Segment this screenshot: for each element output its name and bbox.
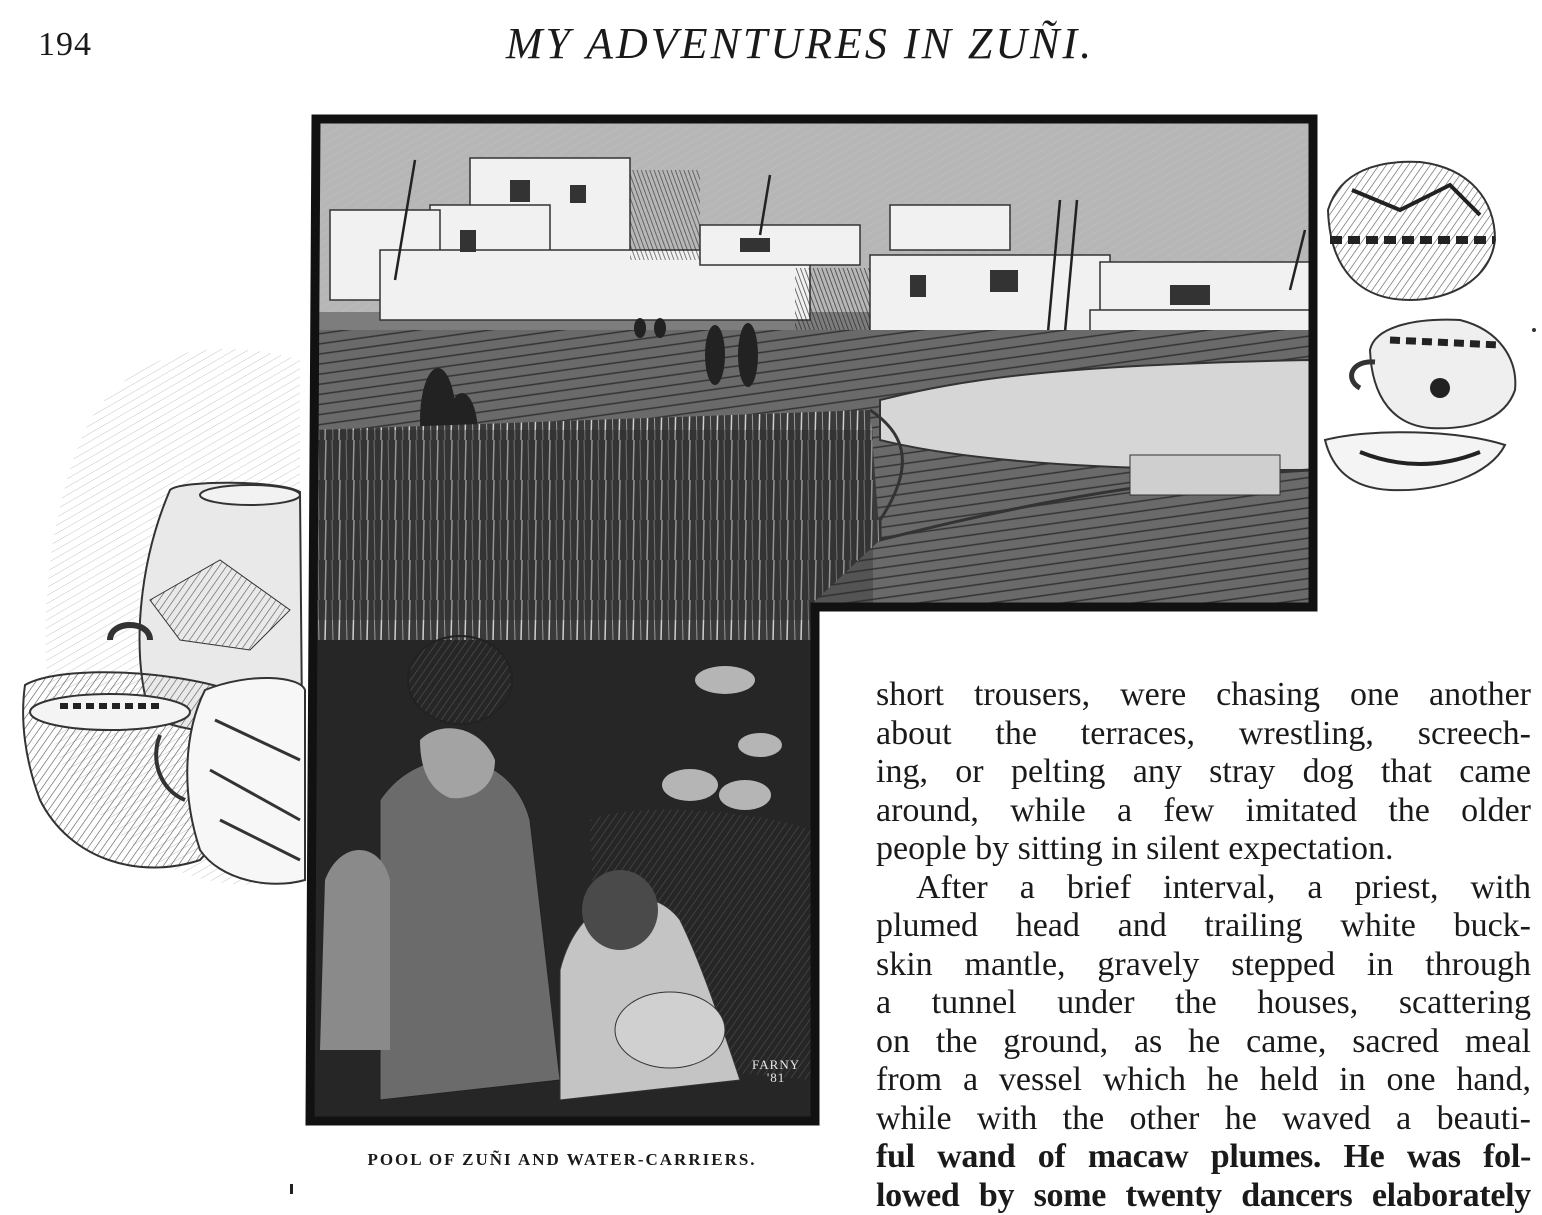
pottery-left-vignette — [23, 349, 305, 885]
text-line: from a vessel which he held in one hand, — [876, 1061, 1531, 1100]
text-line: plumed head and trailing white buck- — [876, 907, 1531, 946]
text-line: a tunnel under the houses, scattering — [876, 984, 1531, 1023]
paragraph-2 — [876, 869, 1531, 1215]
text-line: short trousers, were chasing one another — [876, 676, 1531, 715]
text-line: lowed by some twenty dancers elaborately — [876, 1177, 1531, 1215]
stray-mark — [290, 1184, 293, 1194]
text-line: on the ground, as he came, sacred meal — [876, 1023, 1531, 1062]
margin-dot — [1532, 328, 1536, 332]
text-line: ful wand of macaw plumes. He was fol- — [876, 1138, 1531, 1177]
running-title: MY ADVENTURES IN ZUÑI. — [420, 18, 1180, 69]
text-line: while with the other he waved a beauti- — [876, 1100, 1531, 1139]
page-number: 194 — [38, 26, 92, 64]
text-line: around, while a few imitated the older — [876, 792, 1531, 831]
text-line: about the terraces, wrestling, screech- — [876, 715, 1531, 754]
paragraph-1 — [876, 676, 1531, 869]
text-line: ing, or pelting any stray dog that came — [876, 753, 1531, 792]
artist-signature: FARNY '81 — [752, 1058, 800, 1084]
text-line: After a brief interval, a priest, with — [876, 869, 1531, 908]
body-text — [876, 676, 1531, 1215]
figure-caption: POOL OF ZUÑI AND WATER-CARRIERS. — [300, 1150, 824, 1170]
engraver-signature — [1196, 600, 1296, 608]
text-line: skin mantle, gravely stepped in through — [876, 946, 1531, 985]
text-line: people by sitting in silent expectation. — [876, 830, 1531, 869]
pottery-right-vignette — [1325, 162, 1515, 490]
